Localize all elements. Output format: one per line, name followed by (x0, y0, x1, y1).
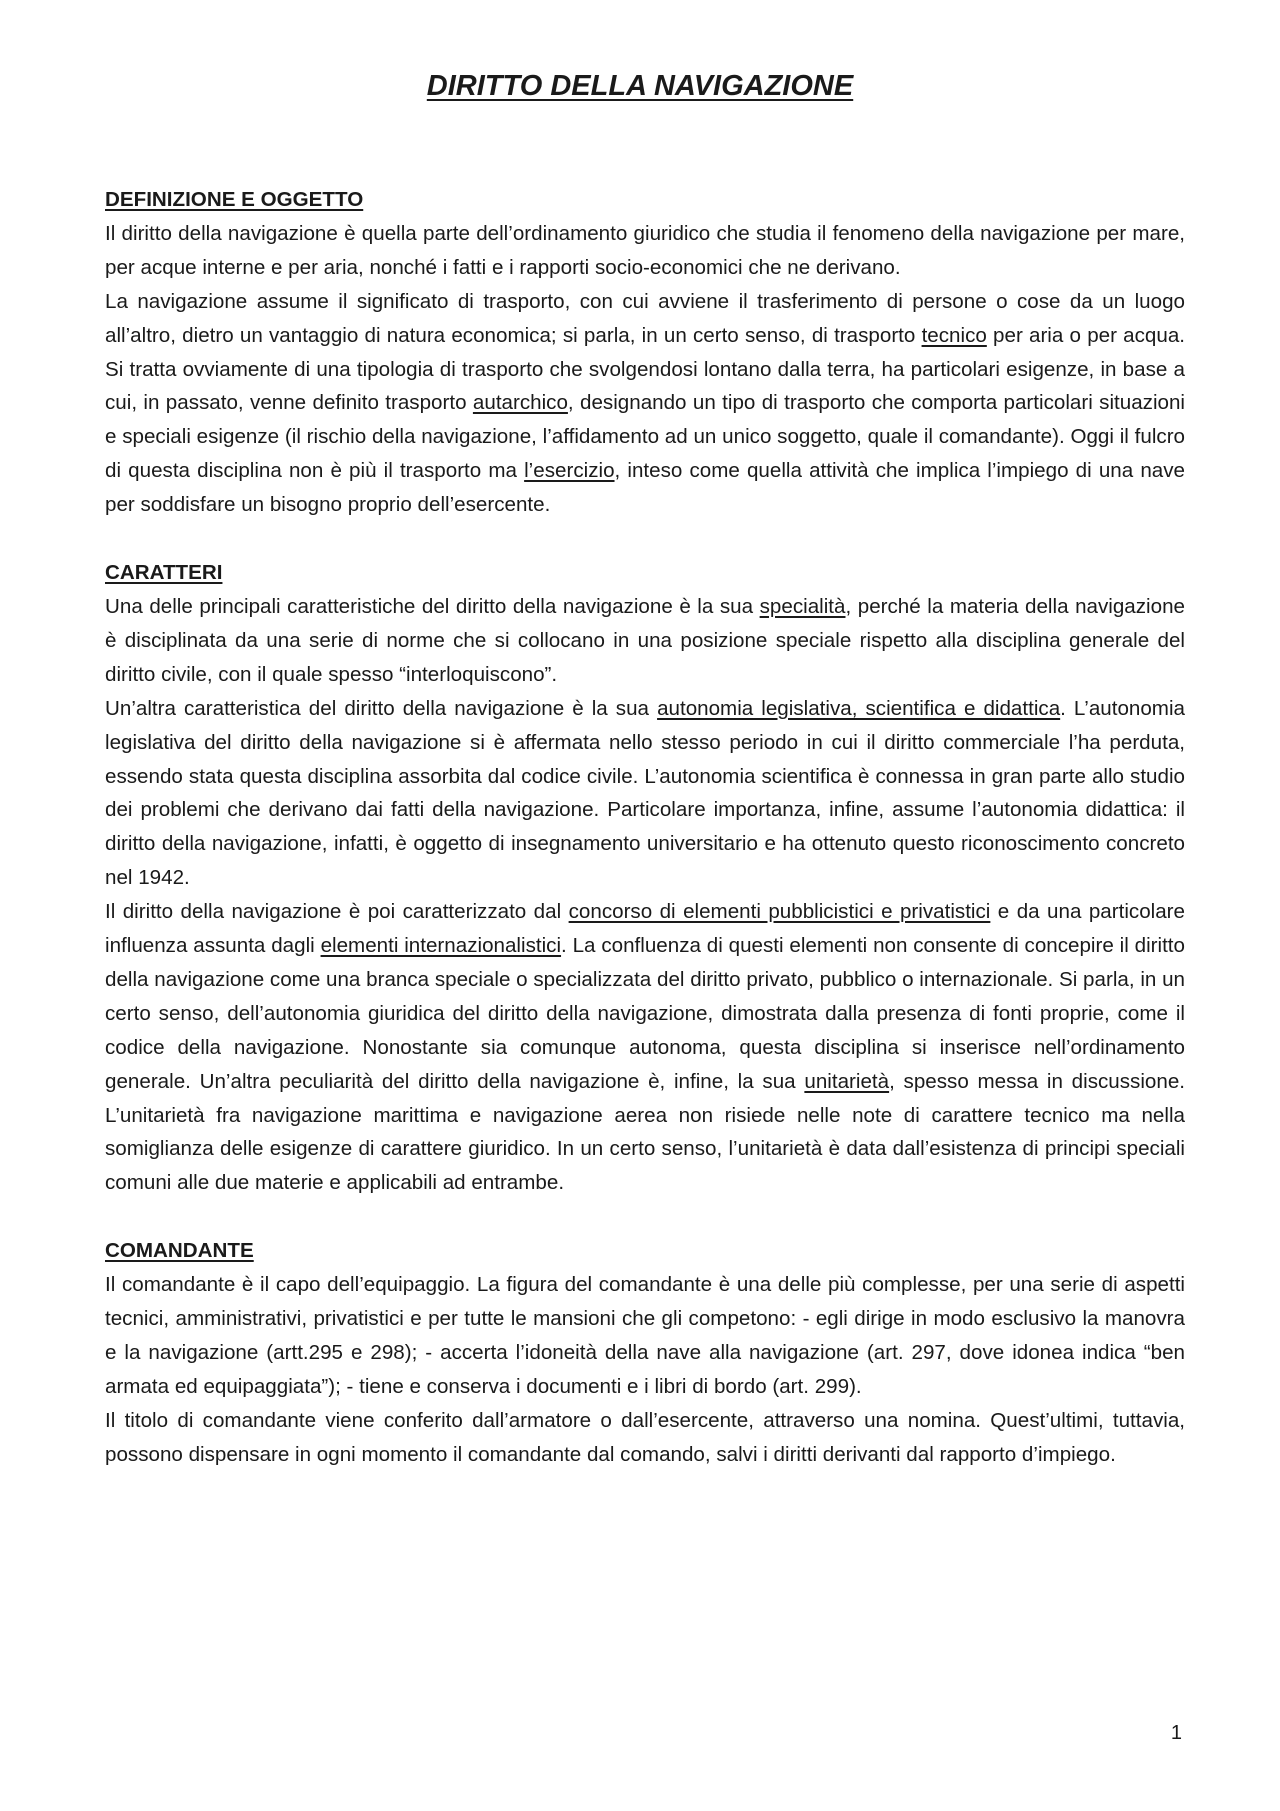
paragraph (105, 285, 1185, 522)
paragraph (105, 590, 1185, 692)
underlined-term: autonomia legislativa, scientifica e didattica (657, 696, 1061, 720)
section-definizione (105, 183, 1185, 522)
text-run: Una delle principali caratteristiche del diritto della navigazione è la sua (105, 594, 760, 618)
section-caratteri (105, 556, 1185, 1200)
paragraph: Il comandante è il capo dell’equipaggio. La figura del comandante è una delle più complesse, per una serie di aspetti tecnici, amministrativi, privatistici e per tutte le mansioni che gli competono: - egli dirige in modo esclusivo la manovra e la navigazione (artt.295 e 298); - accerta l’idoneità della nave alla navigazione (art. 297, dove idonea indica “ben armata ed equipaggiata”); - tiene e conserva i documenti e i libri di bordo (art. 299). (105, 1273, 1185, 1398)
section-heading-definizione: DEFINIZIONE E OGGETTO (105, 188, 364, 211)
underlined-term: unitarietà (804, 1069, 890, 1093)
underlined-term: concorso di elementi pubblicistici e privatistici (568, 900, 991, 924)
document-body (105, 183, 1185, 1506)
text-run: Il diritto della navigazione è poi caratterizzato dal (105, 900, 569, 924)
section-comandante (105, 1234, 1185, 1471)
text-run: per aria o per acqua. Si tratta ovviamente di una tipologia di trasporto che svolgendosi lontano dalla terra, ha particolari esigenze, in base a cui, in passato, venne definito trasporto (105, 323, 1185, 415)
page-number: 1 (1170, 1722, 1182, 1744)
text-run: e da una particolare influenza assunta dagli (105, 900, 1185, 958)
text-run: , perché la materia della navigazione è disciplinata da una serie di norme che si collocano in una posizione speciale rispetto alla disciplina generale del diritto civile, con il quale spesso “interloquiscono”. (105, 594, 1185, 686)
section-heading-comandante: COMANDANTE (105, 1239, 254, 1263)
underlined-term: tecnico (921, 323, 987, 347)
paragraph: Il titolo di comandante viene conferito dall’armatore o dall’esercente, attraverso una nomina. Quest’ultimi, tuttavia, possono dispensare in ogni momento il comandante dal comando, salvi i diritti derivanti dal rapporto d’impiego. (105, 1408, 1185, 1466)
underlined-term: l’esercizio (524, 459, 615, 483)
document-title: DIRITTO DELLA NAVIGAZIONE (426, 70, 854, 102)
paragraph (105, 692, 1185, 895)
underlined-term: elementi internazionalistici (320, 934, 562, 958)
paragraph: Il diritto della navigazione è quella parte dell’ordinamento giuridico che studia il fenomeno della navigazione per mare, per acque interne e per aria, nonché i fatti e i rapporti socio-economici che ne derivano. (105, 221, 1185, 279)
text-run: La navigazione assume il significato di trasporto, con cui avviene il trasferimento di persone o cose da un luogo all’altro, dietro un vantaggio di natura economica; si parla, in un certo senso, di trasporto (105, 289, 1185, 347)
text-run: , designando un tipo di trasporto che comporta particolari situazioni e speciali esigenze (il rischio della navigazione, l’affidamento ad un unico soggetto, quale il comandante). Oggi il fulcro di questa disciplina non è più il trasporto ma (105, 391, 1186, 483)
text-run: Un’altra caratteristica del diritto della navigazione è la sua (105, 696, 658, 720)
underlined-term: autarchico (472, 391, 568, 415)
text-run: . L’autonomia legislativa del diritto della navigazione si è affermata nello stesso periodo in cui il diritto commerciale l’ha perduta, essendo stata questa disciplina assorbita dal codice civile. L’autonomia scientifica è connessa in gran parte allo studio dei problemi che derivano dai fatti della navigazione. Particolare importanza, infine, assume l’autonomia didattica: il diritto della navigazione, infatti, è oggetto di insegnamento universitario e ha ottenuto questo riconoscimento concreto nel 1942. (105, 696, 1185, 890)
text-run: , inteso come quella attività che implica l’impiego di una nave per soddisfare un bisogno proprio dell’esercente. (105, 459, 1185, 517)
text-run: , spesso messa in discussione. L’unitarietà fra navigazione marittima e navigazione aerea non risiede nelle note di carattere tecnico ma nella somiglianza delle esigenze di carattere giuridico. In un certo senso, l’unitarietà è data dall’esistenza di principi speciali comuni alle due materie e applicabili ad entrambe. (105, 1069, 1185, 1195)
text-run: . La confluenza di questi elementi non consente di concepire il diritto della navigazione come una branca speciale o specializzata del diritto privato, pubblico o internazionale. Si parla, in un certo senso, dell’autonomia giuridica del diritto della navigazione, dimostrata dalla presenza di fonti proprie, come il codice della navigazione. Nonostante sia comunque autonoma, questa disciplina si inserisce nell’ordinamento generale. Un’altra peculiarità del diritto della navigazione è, infine, la sua (105, 934, 1185, 1093)
section-heading-caratteri: CARATTERI (105, 561, 223, 585)
paragraph (105, 895, 1185, 1200)
underlined-term: specialità (759, 594, 846, 618)
